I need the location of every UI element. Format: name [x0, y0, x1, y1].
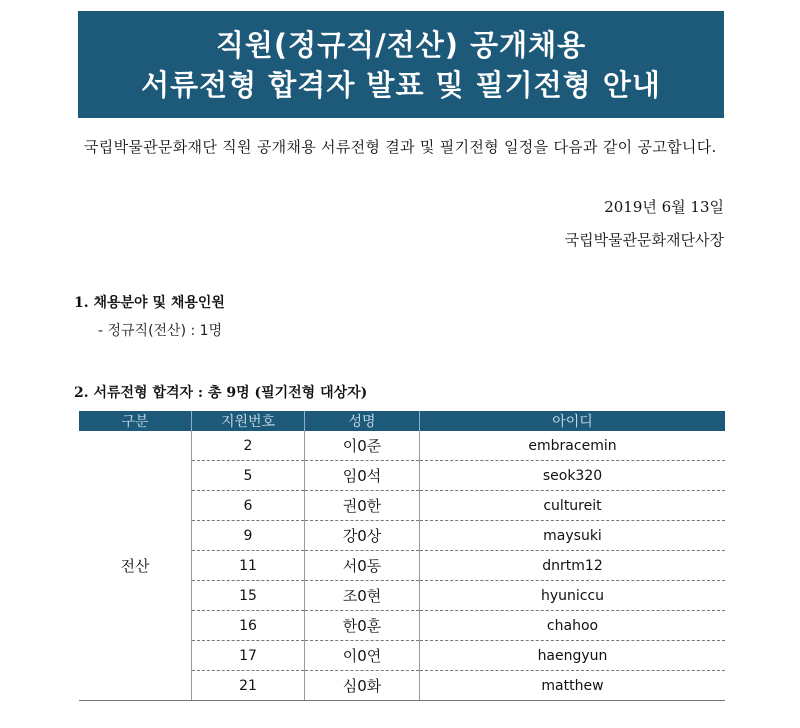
applicant-number-cell: 11 [192, 551, 305, 581]
id-cell: haengyun [420, 641, 726, 671]
name-cell: 조0현 [305, 581, 420, 611]
applicant-number-cell: 6 [192, 491, 305, 521]
category-cell: 전산 [79, 431, 192, 701]
section-1-heading: 1. 채용분야 및 채용인원 [74, 295, 225, 311]
applicant-number-cell: 15 [192, 581, 305, 611]
applicant-number-cell: 16 [192, 611, 305, 641]
id-cell: seok320 [420, 461, 726, 491]
table-row [79, 431, 725, 461]
table-body [79, 431, 725, 701]
name-cell: 이0연 [305, 641, 420, 671]
header-id: 아이디 [420, 411, 726, 431]
title-banner [78, 11, 724, 118]
header-applicant-number: 지원번호 [192, 411, 305, 431]
name-cell: 강0상 [305, 521, 420, 551]
id-cell: cultureit [420, 491, 726, 521]
id-cell: hyuniccu [420, 581, 726, 611]
applicant-number-cell: 17 [192, 641, 305, 671]
name-cell: 서0동 [305, 551, 420, 581]
title-line-2: 서류전형 합격자 발표 및 필기전형 안내 [141, 67, 661, 102]
applicant-number-cell: 5 [192, 461, 305, 491]
applicant-number-cell: 2 [192, 431, 305, 461]
applicant-number-cell: 21 [192, 671, 305, 701]
title-line-1: 직원(정규직/전산) 공개채용 [215, 27, 587, 62]
name-cell: 임0석 [305, 461, 420, 491]
id-cell: embracemin [420, 431, 726, 461]
id-cell: dnrtm12 [420, 551, 726, 581]
id-cell: chahoo [420, 611, 726, 641]
results-table [79, 411, 725, 701]
header-category: 구분 [79, 411, 192, 431]
section-2-heading: 2. 서류전형 합격자 : 총 9명 (필기전형 대상자) [74, 385, 368, 401]
section-1-item: - 정규직(전산) : 1명 [98, 323, 223, 339]
name-cell: 이0준 [305, 431, 420, 461]
name-cell: 권0한 [305, 491, 420, 521]
table-header-row [79, 411, 725, 431]
id-cell: matthew [420, 671, 726, 701]
id-cell: maysuki [420, 521, 726, 551]
announcement-date: 2019년 6월 13일 [604, 198, 724, 216]
name-cell: 심0화 [305, 671, 420, 701]
intro-paragraph: 국립박물관문화재단 직원 공개채용 서류전형 결과 및 필기전형 일정을 다음과 같이 공고합니다. [84, 138, 717, 156]
applicant-number-cell: 9 [192, 521, 305, 551]
header-name: 성명 [305, 411, 420, 431]
name-cell: 한0훈 [305, 611, 420, 641]
issuer-name: 국립박물관문화재단사장 [564, 231, 724, 249]
